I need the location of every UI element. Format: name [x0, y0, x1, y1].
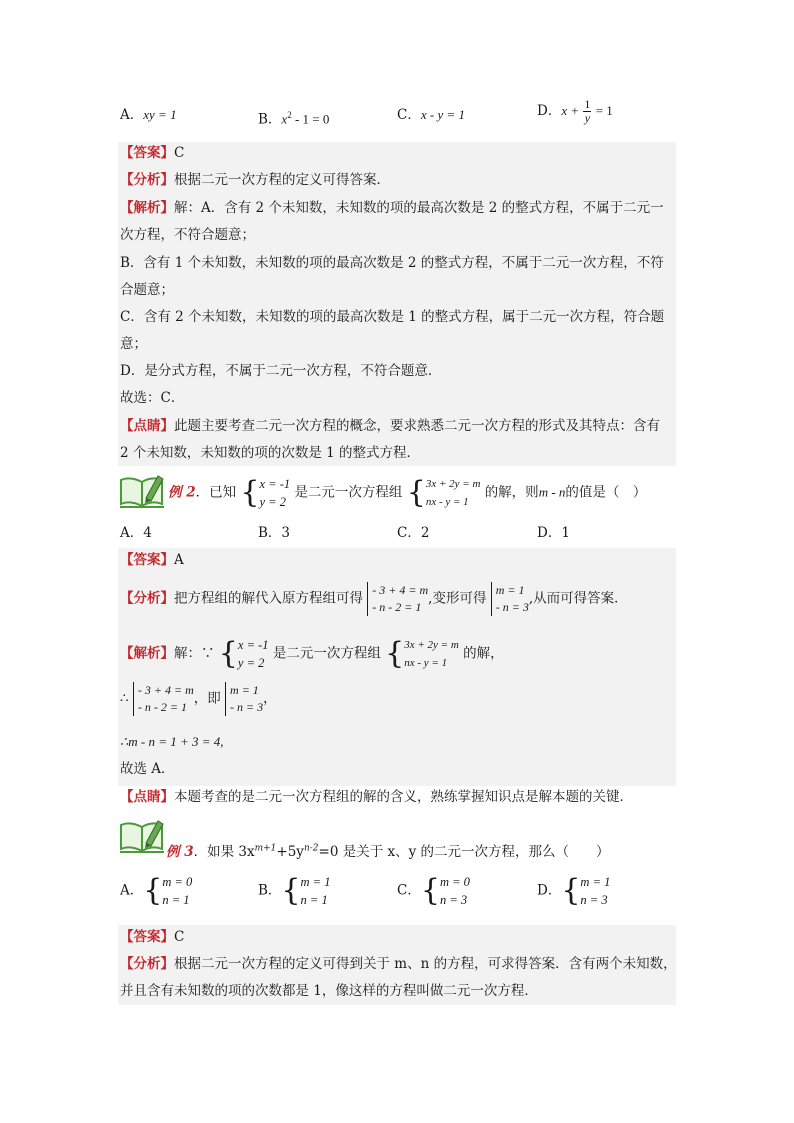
q1-option-d: D．x + $\frac{1}{y}$ = 1: [537, 97, 613, 125]
q1-solution-l2: 次方程，不符合题意；: [120, 227, 255, 243]
q1-solution-l5: C．含有 2 个未知数，未知数的项的最高次数是 1 的整式方程，属于二元一次方程，符合题: [120, 309, 665, 325]
q1-answer: 【答案】C: [120, 145, 185, 161]
q3-answer: 【答案】C: [120, 929, 185, 945]
q3-stem: 例 3．如果 $3x^{m+1}+5y^{n-2}=0$ 是关于 x、y 的二元一次方程，那么（ ）: [166, 843, 610, 860]
q1-option-a: A．xy = 1: [120, 107, 177, 123]
book-pen-icon: [118, 815, 168, 855]
book-pen-icon: [118, 470, 168, 510]
q2-answer: 【答案】A: [120, 552, 184, 568]
q3-option-d: D．{ m = 1 n = 3: [537, 873, 611, 908]
q3-analysis-l1: 【分析】根据二元一次方程的定义可得到关于 m、n 的方程，可求得答案．含有两个未知数，: [120, 956, 677, 972]
q1-solution-l1: 【解析】解：A．含有 2 个未知数，未知数的项的最高次数是 2 的整式方程，不属于二元一: [120, 200, 664, 216]
q2-analysis: 【分析】把方程组的解代入原方程组可得 - 3 + 4 = m - n - 2 = 1 ,变形可得 m = 1 - n = 3 ,从而可得答案．: [120, 583, 628, 614]
q3-analysis-l2: 并且含有未知数的项的次数都是 1，像这样的方程叫做二元一次方程．: [120, 983, 538, 999]
q1-solution-l3: B．含有 1 个未知数，未知数的项的最高次数是 2 的整式方程，不属于二元一次方程，不符: [120, 255, 664, 271]
q1-solution-l7: D．是分式方程，不属于二元一次方程，不符合题意．: [120, 363, 442, 379]
q1-comment-l2: 2 个未知数，未知数的项的次数是 1 的整式方程．: [120, 445, 421, 461]
q1-solution-l8: 故选：C．: [120, 390, 185, 406]
q3-option-a: A．{ m = 0 n = 1: [120, 873, 193, 908]
q3-option-c: C．{ m = 0 n = 3: [397, 873, 470, 908]
q3-option-b: B．{ m = 1 n = 1: [258, 873, 331, 908]
q1-solution-l4: 合题意；: [120, 282, 174, 298]
q2-stem: 例 2．已知 { x = -1 y = 2 是二元一次方程组 { 3x + 2y = m nx - y = 1 的解，则m - n的值是（ ）: [168, 475, 647, 510]
q2-option-a: A．4: [120, 525, 152, 541]
q2-option-d: D．1: [537, 525, 570, 541]
q2-solution: 【解析】解：∵ { x = -1 y = 2 是二元一次方程组 { 3x + 2y = m nx - y = 1 的解，: [120, 636, 504, 671]
q1-option-c: C．x - y = 1: [397, 107, 465, 123]
q2-result: ∴m - n = 1 + 3 = 4,: [120, 734, 224, 749]
q1-comment-l1: 【点睛】此题主要考查二元一次方程的概念，要求熟悉二元一次方程的形式及其特点：含有: [120, 418, 660, 434]
q1-solution-l6: 意；: [120, 336, 147, 352]
q2-option-c: C．2: [397, 525, 430, 541]
q1-option-b: B．$x^2 - 1 = 0$: [258, 110, 330, 128]
q2-option-b: B．3: [258, 525, 291, 541]
q2-choose: 故选 A．: [120, 761, 175, 777]
q1-analysis: 【分析】根据二元一次方程的定义可得答案．: [120, 172, 390, 188]
q2-comment: 【点睛】本题考查的是二元一次方程组的解的含义，熟练掌握知识点是解本题的关键．: [120, 789, 633, 805]
q2-derivation: ∴ - 3 + 4 = m - n - 2 = 1 ，即 m = 1 - n = 3 ，: [120, 683, 277, 714]
